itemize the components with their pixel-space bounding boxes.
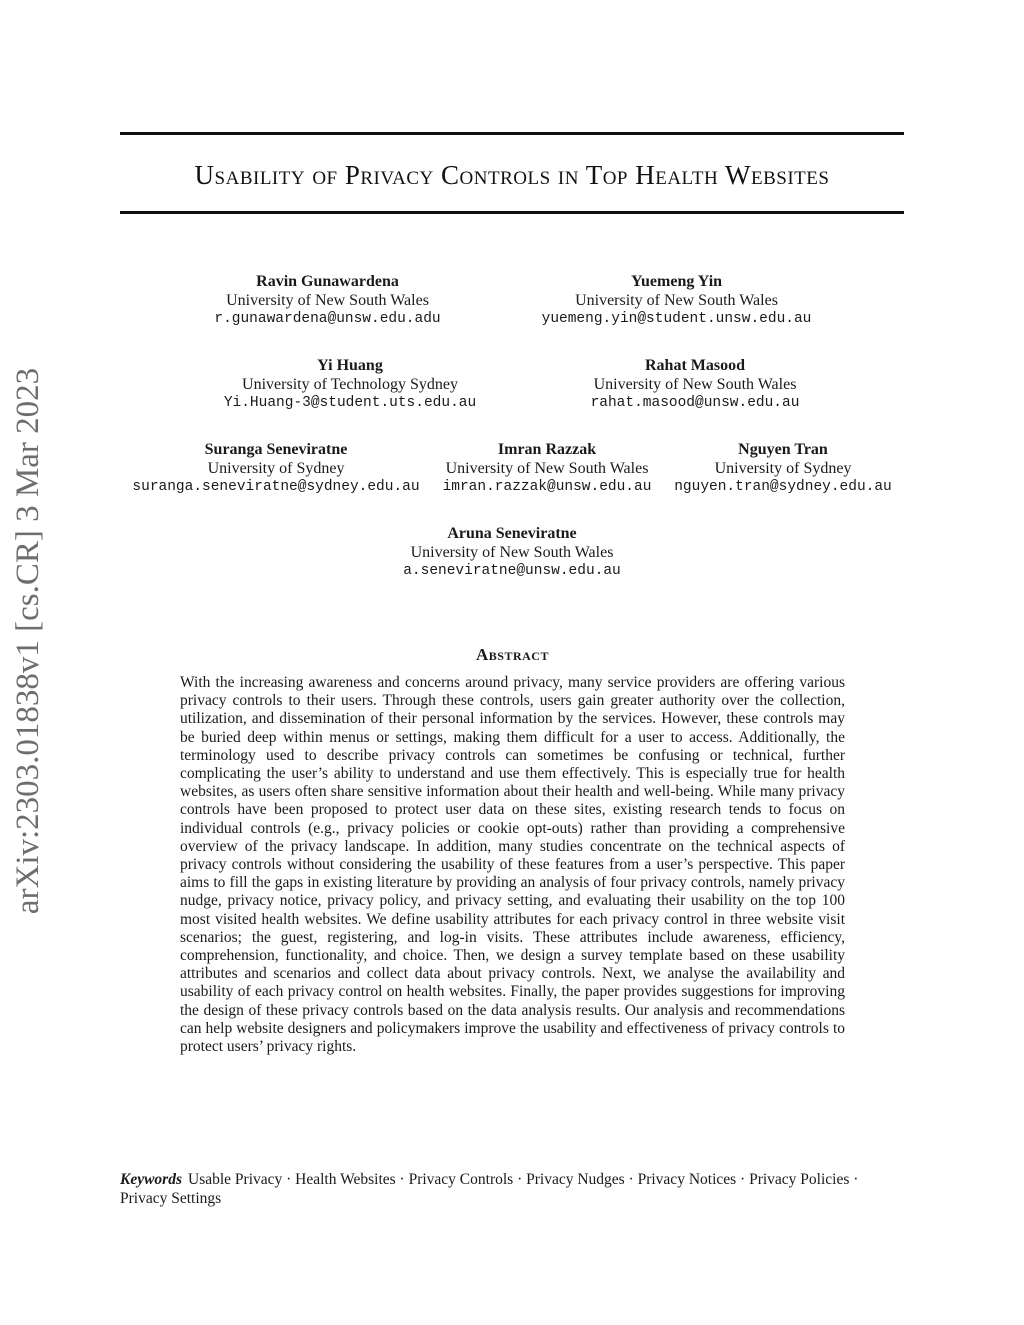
author-name: Suranga Seneviratne [204, 441, 348, 458]
title-top-rule [120, 132, 904, 135]
author-email[interactable]: Yi.Huang-3@student.uts.edu.au [223, 395, 477, 411]
author-affiliation: University of Sydney [207, 460, 345, 477]
author-block [126, 440, 426, 497]
author-block [362, 524, 662, 581]
author-block [200, 356, 500, 413]
author-block [436, 440, 658, 497]
author-affiliation: University of New South Wales [445, 460, 649, 477]
author-name: Nguyen Tran [738, 441, 828, 458]
author-email[interactable]: a.seneviratne@unsw.edu.au [403, 563, 621, 579]
author-affiliation: University of Sydney [714, 460, 852, 477]
author-email[interactable]: suranga.seneviratne@sydney.edu.au [132, 479, 420, 495]
author-block [180, 272, 475, 329]
author-block [560, 356, 830, 413]
paper-title: Usability of Privacy Controls in Top Health Websites [194, 160, 830, 190]
author-name: Yuemeng Yin [630, 273, 723, 290]
keywords-section [120, 1171, 904, 1208]
author-affiliation: University of New South Wales [410, 544, 614, 561]
keywords-label: Keywords [120, 1171, 182, 1188]
author-email[interactable]: yuemeng.yin@student.unsw.edu.au [541, 311, 812, 327]
author-name: Ravin Gunawardena [256, 273, 399, 290]
author-name: Imran Razzak [497, 441, 597, 458]
abstract-text: With the increasing awareness and concerns around privacy, many service providers are offering various privacy controls to their users. Through these controls, users gain greater authority over the collection, utilization, and dissemination of their personal information by the services. However, these controls may be buried deep within menus or settings, making them difficult for a user to access. Additionally, the terminology used to describe privacy controls can sometimes be confusing or technical, further complicating the user’s ability to understand and use them effectively. This is especially true for health websites, as users often share sensitive information about their health and well-being. While many privacy controls have been proposed to protect user data on these sites, existing research tends to focus on individual controls (e.g., privacy policies or cookie opt-outs) rather than providing a comprehensive overview of the privacy landscape. In addition, many studies concentrate on the technical aspects of privacy controls without considering the usability of these features from a user’s perspective. This paper aims to fill the gaps in existing literature by providing an analysis of four privacy controls, namely privacy nudge, privacy notice, privacy policy, and privacy setting, and evaluating their usability on the top 100 most visited health websites. We define usability attributes for each privacy control in three website visit scenarios; the guest, registering, and log-in visits. These attributes include awareness, efficiency, comprehension, functionality, and choice. Then, we design a survey template based on these usability attributes and scenarios and collect data about privacy controls. Next, we analyse the availability and usability of each privacy control on health websites. Finally, the paper provides suggestions for improving the design of these privacy controls based on the data analysis results. Our analysis and recommendations can help website designers and policymakers improve the usability and effectiveness of privacy controls to protect users’ privacy rights. [180, 674, 845, 1056]
author-affiliation: University of New South Wales [575, 292, 778, 309]
author-email[interactable]: imran.razzak@unsw.edu.au [442, 479, 652, 495]
author-email[interactable]: r.gunawardena@unsw.edu.adu [214, 311, 441, 327]
author-affiliation: University of New South Wales [593, 376, 797, 393]
arxiv-sidebar-stamp: arXiv:2303.01838v1 [cs.CR] 3 Mar 2023 [10, 367, 46, 915]
author-email[interactable]: rahat.masood@unsw.edu.au [590, 395, 800, 411]
abstract-heading: Abstract [476, 645, 549, 664]
author-email[interactable]: nguyen.tran@sydney.edu.au [674, 479, 892, 495]
keywords-list: Usable Privacy · Health Websites · Privacy Controls · Privacy Nudges · Privacy Notices · Privacy Policies · Privacy Settings [120, 1171, 859, 1207]
author-block [518, 272, 835, 329]
author-affiliation: University of Technology Sydney [242, 376, 458, 393]
author-name: Rahat Masood [644, 357, 745, 374]
author-name: Aruna Seneviratne [447, 525, 577, 542]
author-name: Yi Huang [317, 357, 383, 374]
author-block [668, 440, 898, 497]
title-bottom-rule [120, 211, 904, 214]
author-affiliation: University of New South Wales [226, 292, 429, 309]
